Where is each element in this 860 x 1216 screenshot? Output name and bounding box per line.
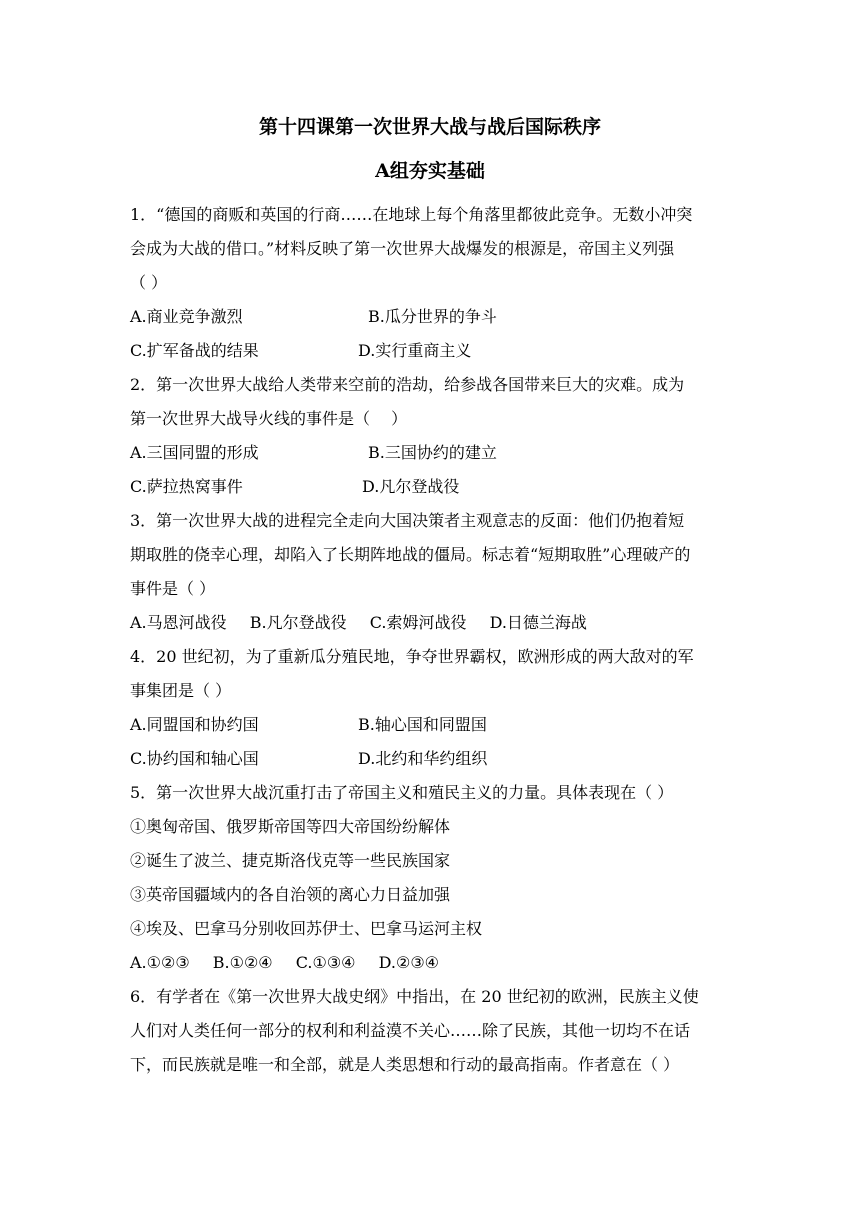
question-text-line: 4．20 世纪初，为了重新瓜分殖民地，争夺世界霸权，欧洲形成的两大敌对的军 xyxy=(130,647,694,666)
question-text-line: 会成为大战的借口。”材料反映了第一次世界大战爆发的根源是，帝国主义列强 xyxy=(130,239,675,258)
question-5 xyxy=(130,776,730,980)
question-text-line: 3．第一次世界大战的进程完全走向大国决策者主观意志的反面：他们仍抱着短 xyxy=(130,511,685,530)
statement-item: ④埃及、巴拿马分别收回苏伊士、巴拿马运河主权 xyxy=(130,919,483,938)
option-d: D.实行重商主义 xyxy=(358,341,472,360)
question-text-line: 下，而民族就是唯一和全部，就是人类思想和行动的最高指南。作者意在（ ） xyxy=(130,1055,680,1074)
question-1 xyxy=(130,198,730,368)
option-row xyxy=(130,436,730,470)
option-c: C.协约国和轴心国 xyxy=(130,749,259,768)
question-text-line: （ ） xyxy=(130,273,168,292)
page-title: 第十四课第一次世界大战与战后国际秩序 xyxy=(258,116,601,138)
option-a: A.三国同盟的形成 xyxy=(130,443,259,462)
section-heading: A组夯实基础 xyxy=(375,160,485,182)
option-row xyxy=(130,334,730,368)
question-text-line: 2．第一次世界大战给人类带来空前的浩劫，给参战各国带来巨大的灾难。成为 xyxy=(130,375,685,394)
option-a: A.马恩河战役 xyxy=(130,613,227,632)
option-b: B.瓜分世界的争斗 xyxy=(368,307,497,326)
option-a: A.同盟国和协约国 xyxy=(130,715,259,734)
question-text-line: 5．第一次世界大战沉重打击了帝国主义和殖民主义的力量。具体表现在（ ） xyxy=(130,783,674,802)
question-text-line: 事集团是（ ） xyxy=(130,681,232,700)
option-d: D.北约和华约组织 xyxy=(358,749,488,768)
option-b: B.轴心国和同盟国 xyxy=(358,715,487,734)
option-row xyxy=(130,708,730,742)
option-c: C.扩军备战的结果 xyxy=(130,341,259,360)
question-text-line: 1．“德国的商贩和英国的行商……在地球上每个角落里都彼此竞争。无数小冲突 xyxy=(130,205,693,224)
option-row xyxy=(130,606,730,640)
option-c: C.①③④ xyxy=(295,953,356,972)
option-row xyxy=(130,742,730,776)
option-b: B.三国协约的建立 xyxy=(368,443,497,462)
question-text-line: 第一次世界大战导火线的事件是（ ） xyxy=(130,409,408,428)
option-d: D.凡尔登战役 xyxy=(362,477,460,496)
statement-item: ③英帝国疆域内的各自治领的离心力日益加强 xyxy=(130,885,451,904)
question-2 xyxy=(130,368,730,504)
option-d: D.②③④ xyxy=(378,953,439,972)
question-text-line: 期取胜的侥幸心理，却陷入了长期阵地战的僵局。标志着“短期取胜”心理破产的 xyxy=(130,545,691,564)
question-6 xyxy=(130,980,730,1082)
question-text-line: 事件是（ ） xyxy=(130,579,216,598)
option-a: A.商业竞争激烈 xyxy=(130,307,243,326)
option-d: D.日德兰海战 xyxy=(489,613,587,632)
statement-item: ①奥匈帝国、俄罗斯帝国等四大帝国纷纷解体 xyxy=(130,817,451,836)
option-b: B.凡尔登战役 xyxy=(249,613,347,632)
question-text-line: 6．有学者在《第一次世界大战史纲》中指出，在 20 世纪初的欧洲，民族主义使 xyxy=(130,987,699,1006)
option-a: A.①②③ xyxy=(130,953,190,972)
option-c: C.索姆河战役 xyxy=(369,613,467,632)
statement-item: ②诞生了波兰、捷克斯洛伐克等一些民族国家 xyxy=(130,851,451,870)
question-text-line: 人们对人类任何一部分的权利和利益漠不关心……除了民族，其他一切均不在话 xyxy=(130,1021,691,1040)
question-list xyxy=(130,198,730,1082)
question-4 xyxy=(130,640,730,776)
question-3 xyxy=(130,504,730,640)
option-row xyxy=(130,946,730,980)
option-b: B.①②④ xyxy=(212,953,273,972)
option-c: C.萨拉热窝事件 xyxy=(130,477,243,496)
option-row xyxy=(130,300,730,334)
option-row xyxy=(130,470,730,504)
